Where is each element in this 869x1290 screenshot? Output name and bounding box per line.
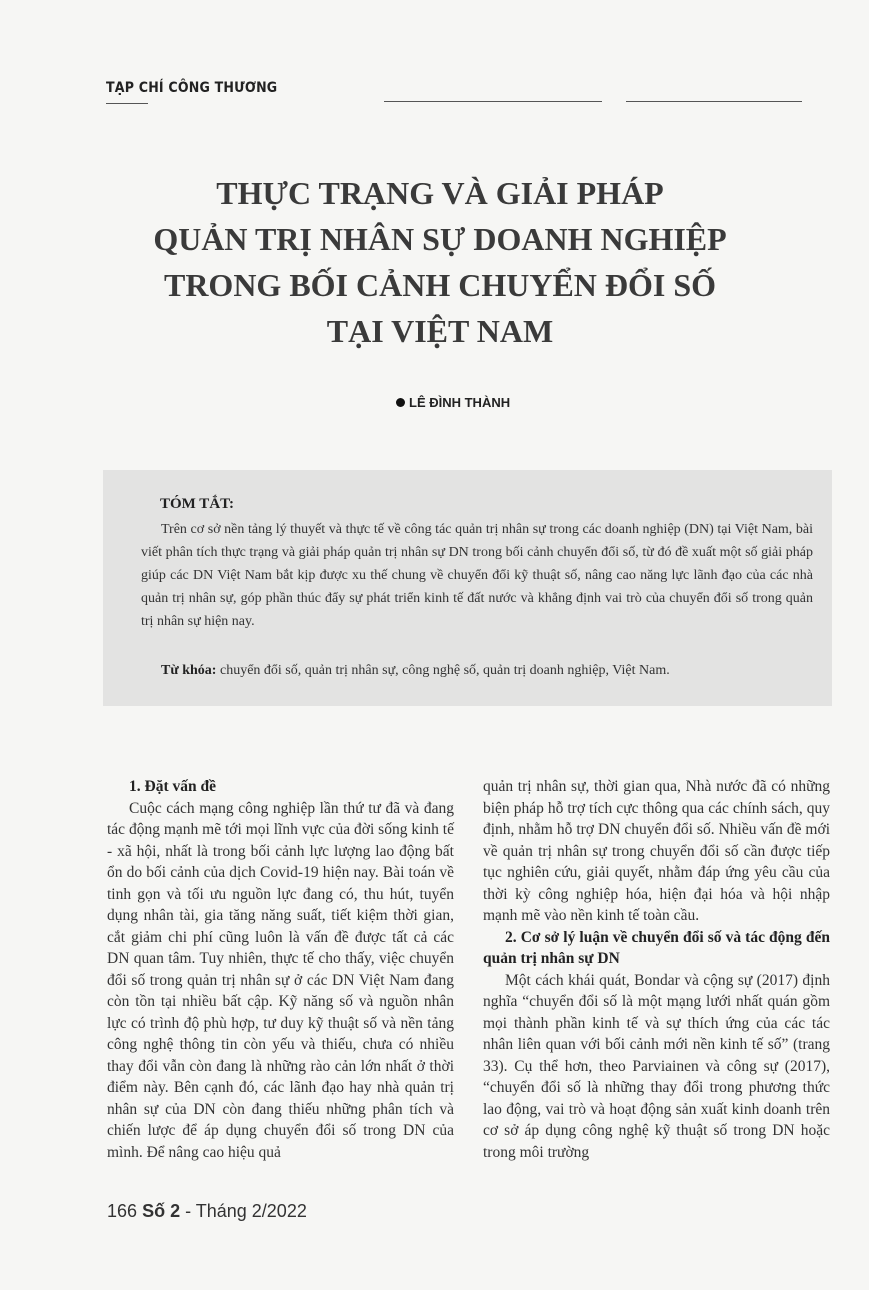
bullet-icon xyxy=(396,398,405,407)
page-footer xyxy=(107,1201,307,1222)
keywords-list: chuyển đổi số, quản trị nhân sự, công nghệ số, quản trị doanh nghiệp, Việt Nam. xyxy=(216,663,670,678)
article-title xyxy=(120,170,760,354)
issue-date: - Tháng 2/2022 xyxy=(180,1201,307,1221)
right-column xyxy=(483,776,830,1163)
section-2-heading: 2. Cơ sở lý luận về chuyển đổi số và tác động đến quản trị nhân sự DN xyxy=(483,928,830,967)
title-line-1: THỰC TRẠNG VÀ GIẢI PHÁP xyxy=(216,175,664,211)
author-name: LÊ ĐÌNH THÀNH xyxy=(409,395,511,410)
section-1-heading: 1. Đặt vấn đề xyxy=(129,778,216,795)
header-rule-left xyxy=(384,101,602,102)
title-line-4: TẠI VIỆT NAM xyxy=(326,313,554,349)
keywords xyxy=(161,659,811,682)
keywords-label: Từ khóa: xyxy=(161,663,217,678)
section-2-paragraph: Một cách khái quát, Bondar và cộng sự (2017) định nghĩa “chuyển đổi số là một mạng lưới nhất quán gồm mọi thành phần kinh tế và sự thích ứng của các tác nhân liên quan với bối cảnh mới nền kinh tế số” (trang 33). Cụ thể hơn, theo Parviainen và công sự (2017), “chuyển đổi số là những thay đổi trong phương thức lao động, vai trò và hoạt động sản xuất kinh doanh trên cơ sở áp dụng công nghệ kỹ thuật số trong DN hoặc trong môi trường xyxy=(483,971,830,1161)
abstract-body: Trên cơ sở nền tảng lý thuyết và thực tế về công tác quản trị nhân sự trong các doanh nghiệp (DN) tại Việt Nam, bài viết phân tích thực trạng và giải pháp quản trị nhân sự DN trong bối cảnh chuyển đổi số, từ đó đề xuất một số giải pháp giúp các DN Việt Nam bắt kịp được xu thế chung về chuyển đổi kỹ thuật số, nâng cao năng lực lãnh đạo của các nhà quản trị nhân sự, góp phần thúc đẩy sự phát triển kinh tế đất nước và khẳng định vai trò của chuyển đổi số trong quản trị nhân sự hiện nay. xyxy=(141,522,813,629)
abstract-heading: TÓM TẮT: xyxy=(160,496,235,512)
header-rule-right xyxy=(626,101,802,102)
section-1-paragraph: Cuộc cách mạng công nghiệp lần thứ tư đã và đang tác động mạnh mẽ tới mọi lĩnh vực của đời sống kinh tế - xã hội, nhất là trong bối cảnh lực lượng lao động bất ổn do bối cảnh của dịch Covid-19 hiện nay. Bài toán về tinh gọn và tối ưu nguồn lực đang có, thu hút, tuyển dụng nhân tài, gia tăng năng suất, tiết kiệm thời gian, cắt giảm chi phí cũng luôn là vấn đề được tất cả các DN quan tâm. Tuy nhiên, thực tế cho thấy, việc chuyển đổi số trong quản trị nhân sự ở các DN Việt Nam đang còn tồn tại nhiều bất cập. Kỹ năng số và nguồn nhân lực có trình độ phù hợp, tư duy kỹ thuật số và nền tảng công nghệ thông tin còn yếu và thiếu, chưa có nhiều thay đổi vẫn còn đang là những rào cản lớn nhất ở thời điểm này. Bên cạnh đó, các lãnh đạo hay nhà quản trị nhân sự của DN còn đang thiếu những phân tích và chiến lược để áp dụng chuyển đổi số trong DN của mình. Để nâng cao hiệu quả xyxy=(107,799,454,1161)
title-line-2: QUẢN TRỊ NHÂN SỰ DOANH NGHIỆP xyxy=(153,221,727,257)
left-column xyxy=(107,776,454,1163)
section-1-paragraph-continued: quản trị nhân sự, thời gian qua, Nhà nước đã có những biện pháp hỗ trợ tích cực thông qua các chính sách, quy định, nhằm hỗ trợ DN chuyển đổi số. Nhiều vấn đề mới về quản trị nhân sự trong chuyển đổi số cần được tiếp tục nghiên cứu, giải quyết, nhằm đáp ứng yêu cầu của thời kỳ công nghiệp hóa, hiện đại hóa và hội nhập mạnh mẽ vào nền kinh tế toàn cầu. xyxy=(483,778,830,924)
author-line xyxy=(396,395,510,410)
issue-label: Số 2 xyxy=(142,1201,181,1221)
journal-name: TẠP CHÍ CÔNG THƯƠNG xyxy=(106,80,278,96)
title-line-3: TRONG BỐI CẢNH CHUYỂN ĐỔI SỐ xyxy=(163,267,717,303)
header-rule-short xyxy=(106,103,148,104)
page-number: 166 xyxy=(107,1201,138,1221)
